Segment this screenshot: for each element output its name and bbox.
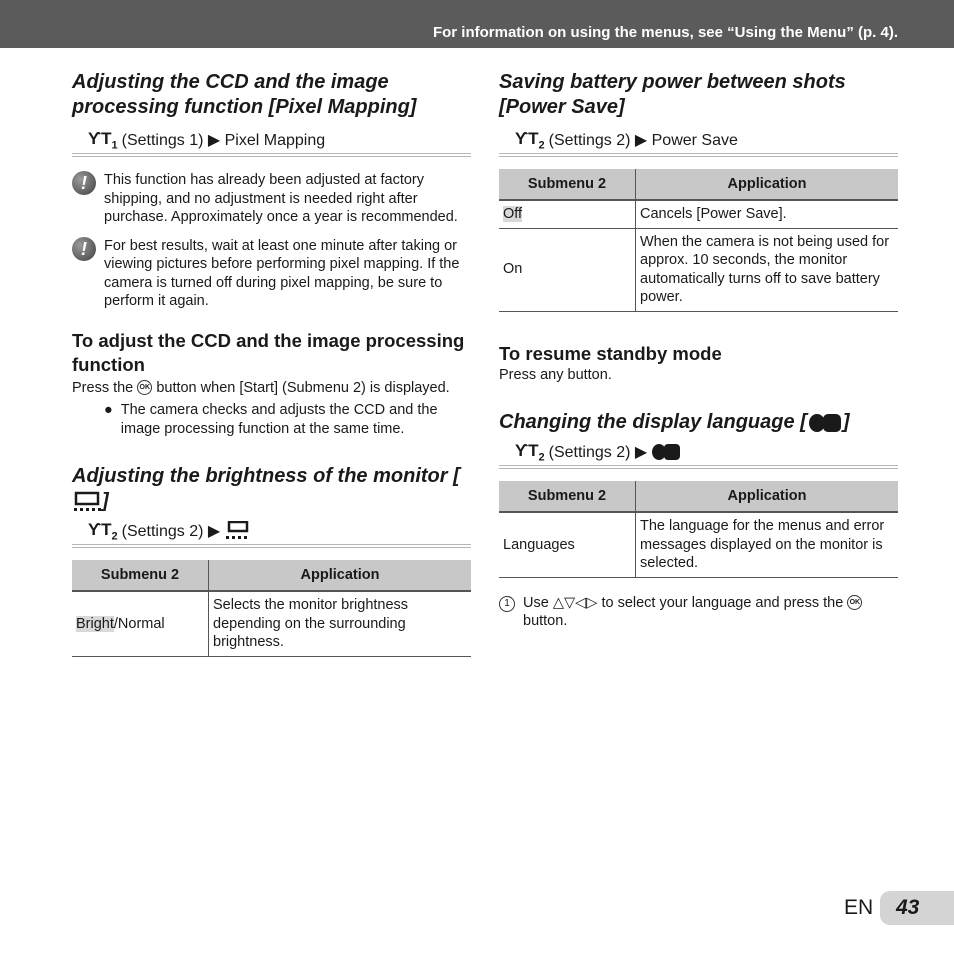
table-cell: The language for the menus and error messages displayed on the monitor is selected. <box>636 512 899 577</box>
power-save-table <box>499 169 898 312</box>
left-column <box>72 70 471 657</box>
caution-note <box>72 237 471 311</box>
caution-note <box>72 171 471 227</box>
brightness-table <box>72 560 471 657</box>
language-step-text: Use △▽◁▷ to select your language and press the OK button. <box>523 594 898 631</box>
step-number-icon: 1 <box>499 596 515 612</box>
pixel-mapping-path <box>72 129 471 151</box>
language-icon <box>651 443 681 461</box>
selected-option: Bright <box>76 615 114 632</box>
divider <box>72 153 471 157</box>
power-save-path <box>499 129 898 151</box>
table-header: Submenu 2 <box>499 481 636 512</box>
language-icon <box>807 412 843 434</box>
selected-option: Off <box>503 206 523 222</box>
pixel-mapping-title: Adjusting the CCD and the image processing function [Pixel Mapping] <box>72 71 417 118</box>
table-header: Application <box>636 481 899 512</box>
caution-note-text: This function has already been adjusted at factory shipping, and no adjustment is needed right after purchase. Approximately once a year is recommended. <box>104 172 458 225</box>
monitor-brightness-icon <box>224 521 252 541</box>
caution-icon: ! <box>72 237 96 261</box>
adjust-bullet <box>72 401 471 438</box>
table-cell: On <box>499 228 636 311</box>
language-table <box>499 481 898 578</box>
brightness-path <box>72 520 471 542</box>
pixel-mapping-path-text: (Settings 1) ▶ Pixel Mapping <box>121 132 326 149</box>
brightness-path-text: (Settings 2) ▶ <box>121 523 221 540</box>
table-cell: Cancels [Power Save]. <box>636 200 899 228</box>
header-bar <box>0 0 954 48</box>
language-path <box>499 441 898 463</box>
language-path-text: (Settings 2) ▶ <box>548 444 648 461</box>
standby-body: Press any button. <box>499 366 612 383</box>
divider <box>72 544 471 548</box>
ok-button-icon: OK <box>847 595 862 610</box>
ok-button-icon: OK <box>137 380 152 395</box>
table-header: Submenu 2 <box>499 169 636 200</box>
divider <box>499 465 898 469</box>
right-column <box>499 70 898 631</box>
adjust-body: Press the OK button when [Start] (Submenu 2) is displayed. <box>72 379 450 396</box>
adjust-title: To adjust the CCD and the image processing function <box>72 329 465 375</box>
table-header: Submenu 2 <box>72 560 209 591</box>
settings1-wrench-icon: $ϒT_1$ <box>88 128 118 152</box>
table-cell: Selects the monitor brightness depending on the surrounding brightness. <box>209 591 472 656</box>
bullet-icon: ● <box>104 402 113 418</box>
table-cell: When the camera is not being used for approx. 10 seconds, the monitor automatically turns off to save battery power. <box>636 228 899 311</box>
language-title: Changing the display language [ ] <box>499 411 850 433</box>
table-cell <box>499 200 636 228</box>
settings2-wrench-icon: $ϒT_2$ <box>515 440 545 464</box>
power-save-title: Saving battery power between shots [Power Save] <box>499 71 846 118</box>
table-row <box>499 200 898 228</box>
table-row <box>499 228 898 311</box>
divider <box>499 153 898 157</box>
table-cell: Languages <box>499 512 636 577</box>
settings2-wrench-icon: $ϒT_2$ <box>88 519 118 543</box>
table-row <box>499 512 898 577</box>
monitor-brightness-icon <box>72 491 102 513</box>
standby-title: To resume standby mode <box>499 342 722 364</box>
header-text: For information on using the menus, see “Using the Menu” (p. 4). <box>432 24 898 41</box>
table-header: Application <box>636 169 899 200</box>
caution-icon: ! <box>72 171 96 195</box>
language-step <box>499 594 898 631</box>
table-header: Application <box>209 560 472 591</box>
table-cell: Bright/Normal <box>72 591 209 656</box>
settings2-wrench-icon: $ϒT_2$ <box>515 128 545 152</box>
table-row <box>72 591 471 656</box>
adjust-bullet-text: The camera checks and adjusts the CCD and the image processing function at the same time. <box>120 402 438 437</box>
page-number: 43 <box>896 896 920 919</box>
caution-note-text: For best results, wait at least one minute after taking or viewing pictures before performing pixel mapping. If the camera is turned off during pixel mapping, be sure to perform it again. <box>104 237 460 309</box>
language-code: EN <box>844 896 874 919</box>
brightness-title: Adjusting the brightness of the monitor [] <box>72 465 460 512</box>
power-save-path-text: (Settings 2) ▶ Power Save <box>548 132 738 149</box>
